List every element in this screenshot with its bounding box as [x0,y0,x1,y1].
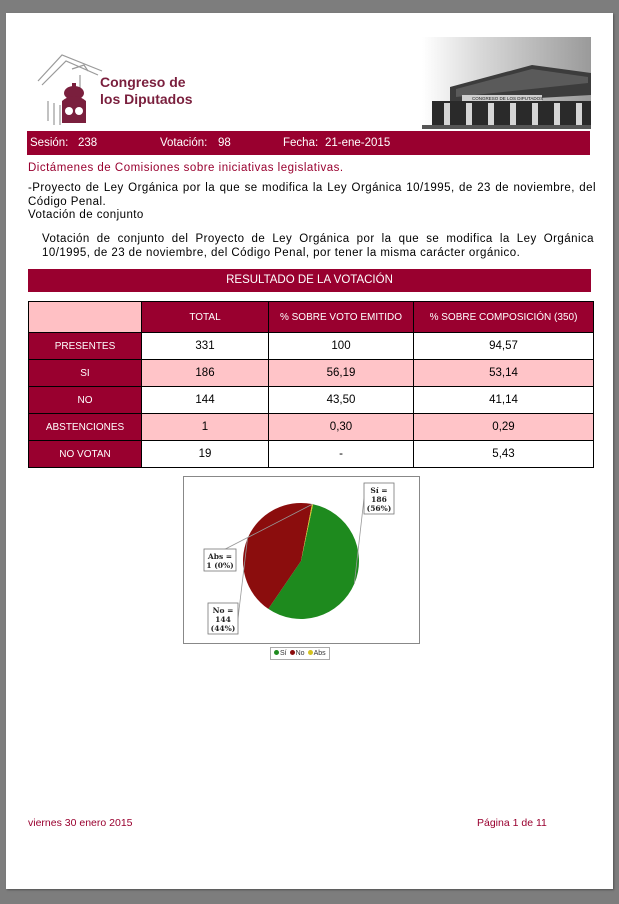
data-label: No = [212,606,234,615]
vote-pie-chart [183,476,420,644]
cell-total: 144 [142,387,269,414]
legend-label-si: Sí [280,650,287,657]
data-label: Sí = [370,486,388,495]
table-row [29,441,594,468]
row-label: ABSTENCIONES [29,414,142,441]
cell-pct-emitido: 100 [269,333,414,360]
vote-type: Votación de conjunto [28,209,144,221]
building-inscription: CONGRESO DE LOS DIPUTADOS [472,96,544,101]
vote-value: 98 [218,137,231,149]
table-row [29,360,594,387]
row-label: NO [29,387,142,414]
header-pct-composicion: % SOBRE COMPOSICIÓN (350) [414,302,594,333]
data-label: (44%) [210,624,236,633]
session-value: 238 [78,137,98,149]
legend-item-abs [308,650,326,657]
chart-legend [270,647,330,660]
data-label: 144 [215,615,231,624]
cell-total: 1 [142,414,269,441]
label-connector [354,499,364,584]
date-value: 21-ene-2015 [325,137,391,149]
cell-pct-emitido: 0,30 [269,414,414,441]
cell-pct-composicion: 41,14 [414,387,594,414]
legend-label-no: No [295,650,305,657]
date-label: Fecha: [283,137,319,149]
cell-pct-emitido: 56,19 [269,360,414,387]
vote-description: Votación de conjunto del Proyecto de Ley Orgánica por la que se modifica la Ley Orgánica 10/1995, de 23 de noviembre, del Código Penal, por tener la misma carácter orgánico. [42,233,594,259]
data-label: 186 [371,495,387,504]
table-row [29,333,594,360]
footer-page-number: Página 1 de 11 [477,817,547,829]
table-row [29,414,594,441]
cell-pct-composicion: 94,57 [414,333,594,360]
data-label: 1 (0%) [206,561,234,570]
cell-pct-emitido: 43,50 [269,387,414,414]
cell-pct-emitido: - [269,441,414,468]
row-label: PRESENTES [29,333,142,360]
row-label: NO VOTAN [29,441,142,468]
pie-chart-svg [184,477,419,643]
legend-item-si [274,650,287,657]
session-info-bar [27,131,590,155]
data-label: (56%) [366,504,392,513]
data-label: Abs = [207,552,233,561]
cell-total: 19 [142,441,269,468]
results-corner-cell [29,302,142,333]
table-row [29,387,594,414]
footer-date: viernes 30 enero 2015 [28,817,133,829]
project-text: -Proyecto de Ley Orgánica por la que se modifica la Ley Orgánica 10/1995, de 23 de noviembre, del Código Penal. [28,182,596,208]
header-pct-emitido: % SOBRE VOTO EMITIDO [269,302,414,333]
cell-pct-composicion: 5,43 [414,441,594,468]
cell-total: 331 [142,333,269,360]
header-total: TOTAL [142,302,269,333]
row-label: SI [29,360,142,387]
results-title-bar: RESULTADO DE LA VOTACIÓN [28,269,591,292]
congreso-building-image [422,37,591,129]
logo-line1: Congreso de [100,74,186,90]
results-header-row [29,302,594,333]
legend-item-no [290,650,305,657]
cell-pct-composicion: 0,29 [414,414,594,441]
session-label: Sesión: [30,137,69,149]
results-table [28,301,594,468]
vote-label: Votación: [160,137,208,149]
legend-label-abs: Abs [313,650,326,657]
section-title: Dictámenes de Comisiones sobre iniciativas legislativas. [28,162,344,174]
cell-total: 186 [142,360,269,387]
logo-line2: los Diputados [100,91,193,107]
document-page [6,13,613,889]
congreso-logo-text [100,74,193,108]
cell-pct-composicion: 53,14 [414,360,594,387]
